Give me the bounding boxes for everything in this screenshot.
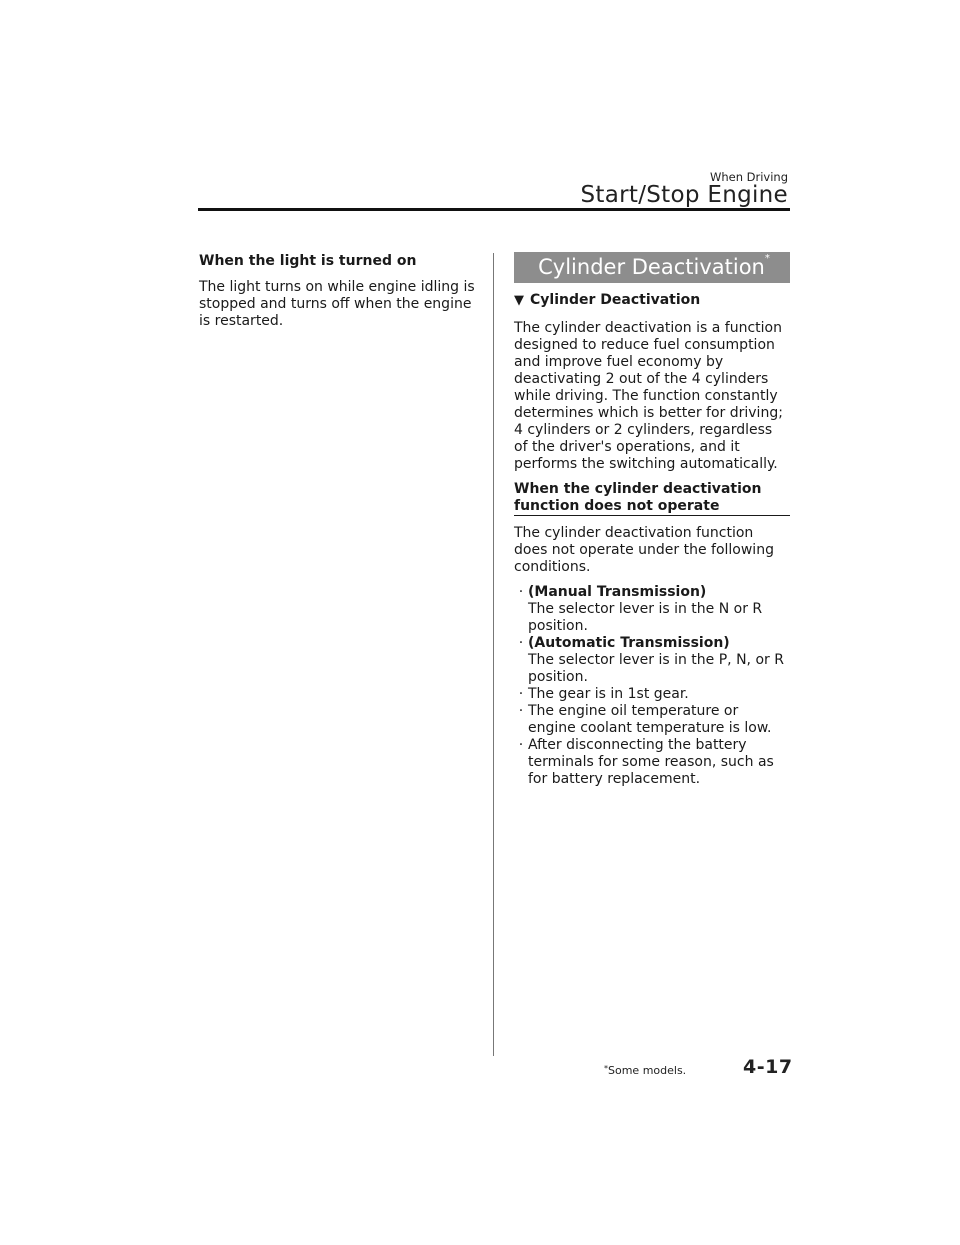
bullet-dot-icon: · [518, 703, 524, 719]
bullet-dot-icon: · [518, 584, 524, 600]
light-on-subheading: When the light is turned on [199, 253, 417, 269]
right-column [514, 252, 790, 788]
section-heading [514, 292, 790, 309]
footnote [604, 1064, 686, 1077]
list-item [514, 703, 790, 737]
title-text: Cylinder Deactivation [538, 255, 765, 279]
footnote-text: Some models. [608, 1064, 687, 1077]
section-heading-text: Cylinder Deactivation [530, 292, 701, 308]
conditions-list [514, 584, 790, 788]
chapter-title: Start/Stop Engine [580, 182, 788, 208]
list-item [514, 737, 790, 788]
cylinder-deactivation-title-bar [514, 252, 790, 283]
bullet-dot-icon: · [518, 737, 524, 753]
column-divider [493, 253, 494, 1056]
light-on-paragraph: The light turns on while engine idling is stopped and turns off when the engine is restarted. [199, 279, 475, 329]
bullet-dot-icon: · [518, 635, 524, 651]
conditions-intro: The cylinder deactivation function does not operate under the following conditions. [514, 525, 774, 575]
list-item [514, 686, 790, 703]
condition-text: The selector lever is in the P, N, or R position. [528, 652, 784, 685]
condition-text: The engine oil temperature or engine coolant temperature is low. [528, 703, 772, 736]
condition-label: (Manual Transmission) [528, 584, 707, 600]
header-rule [198, 208, 790, 211]
triangle-down-icon: ▼ [514, 293, 524, 308]
condition-text: After disconnecting the battery terminals for some reason, such as for battery replacement. [528, 737, 774, 787]
description-paragraph: The cylinder deactivation is a function designed to reduce fuel consumption and improve fuel economy by deactivating 2 out of the 4 cylinders while driving. The function constantly determines which is better for driving; 4 cylinders or 2 cylinders, regardless of the driver's operations, and it performs the switching automatically. [514, 320, 783, 472]
some-models-mark: * [764, 253, 770, 264]
does-not-operate-heading: When the cylinder deactivation function does not operate [514, 481, 790, 516]
footnote-mark: * [604, 1064, 608, 1073]
page-number: 4-17 [743, 1056, 793, 1078]
bullet-dot-icon: · [518, 686, 524, 702]
left-column [199, 253, 479, 330]
list-item [514, 584, 790, 635]
condition-text: The selector lever is in the N or R position. [528, 601, 763, 634]
list-item [514, 635, 790, 686]
condition-text: The gear is in 1st gear. [528, 686, 689, 702]
section-title: When Driving [709, 170, 788, 184]
condition-label: (Automatic Transmission) [528, 635, 730, 651]
